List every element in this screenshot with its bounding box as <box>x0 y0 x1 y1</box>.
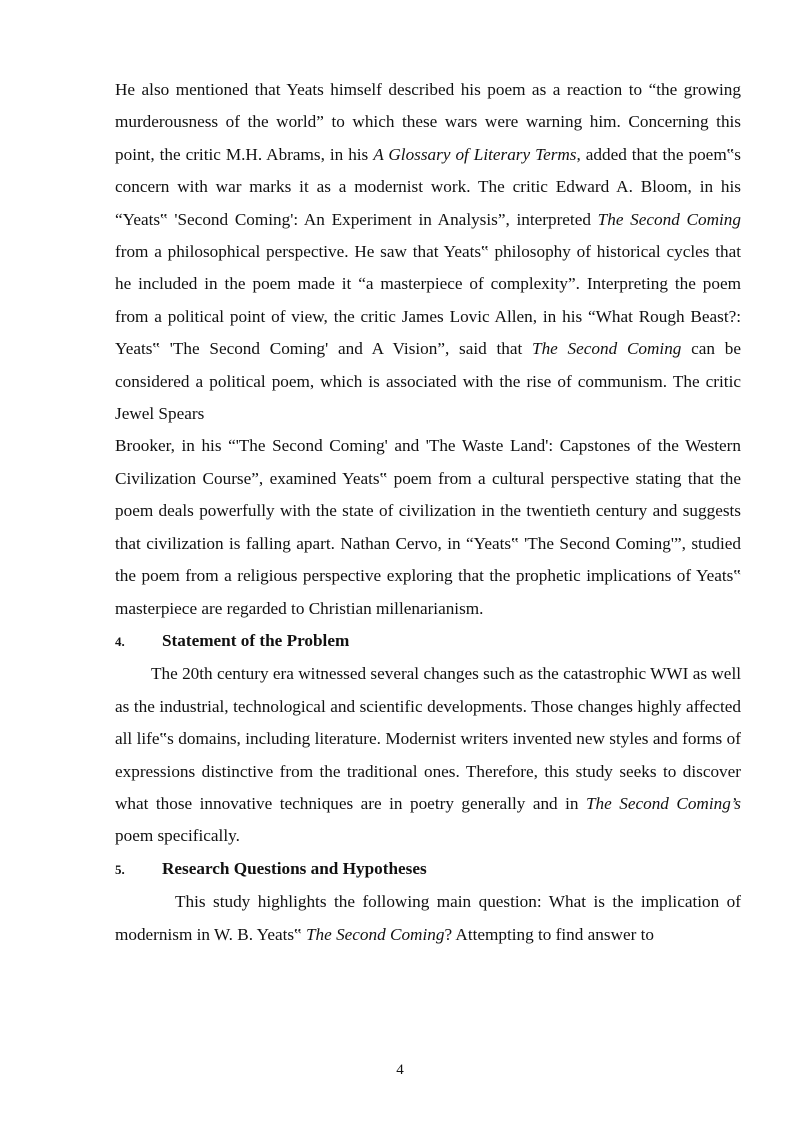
poem-title: The Second Coming’s <box>585 793 741 813</box>
poem-title: The Second Coming <box>597 209 741 229</box>
page-number: 4 <box>396 1062 404 1078</box>
paragraph-critics-review-continued <box>115 430 741 624</box>
section-heading-research-questions <box>115 853 741 886</box>
paragraph-research-questions <box>115 886 741 951</box>
section-title: Research Questions and Hypotheses <box>162 858 427 878</box>
poem-title: The Second Coming <box>532 339 682 359</box>
paragraph-text: poem specifically. <box>115 826 240 846</box>
section-number: 5. <box>115 861 125 877</box>
paragraph-text: The 20th century era witnessed several changes such as the catastrophic WWI as well as the industrial, technological and scientific developments. Those changes highly affected all life‟s domains, including literature. Modernist writers invented new styles and forms of expressions distinctive from the traditional ones. Therefore, this study seeks to discover what those innovative techniques are in poetry generally and in <box>115 664 741 813</box>
body-text <box>115 74 741 951</box>
paragraph-text: can be considered a political poem, which is associated with the rise of communism. The critic Jewel Spears <box>115 339 741 424</box>
paragraph-text: from a philosophical perspective. He saw that Yeats‟ philosophy of historical cycles that he included in the poem made it “a masterpiece of complexity”. Interpreting the poem from a political point of view, the critic James Lovic Allen, in his “What Rough Beast?: Yeats‟ 'The Second Coming' and A Vision”, said that <box>115 242 741 359</box>
paragraph-critics-review <box>115 74 741 430</box>
paragraph-text: ? Attempting to find answer to <box>444 924 654 944</box>
section-title: Statement of the Problem <box>162 630 350 650</box>
paragraph-text: , added that the poem‟s concern with war marks it as a modernist work. The critic Edward A. Bloom, in his “Yeats‟ 'Second Coming': An Experiment in Analysis”, interpreted <box>115 144 741 229</box>
paragraph-text: This study highlights the following main question: What is the implication of modernism in W. B. Yeats‟ <box>115 892 741 944</box>
section-number: 4. <box>115 633 125 649</box>
poem-title: The Second Coming <box>305 924 445 944</box>
paragraph-statement-of-problem <box>115 658 741 852</box>
paragraph-text: Brooker, in his “'The Second Coming' and 'The Waste Land': Capstones of the Western Civilization Course”, examined Yeats‟ poem from a cultural perspective stating that the poem deals powerfully with the state of civilization in the twentieth century and suggests that civilization is falling apart. Nathan Cervo, in “Yeats‟ 'The Second Coming'”, studied the poem from a religious perspective exploring that the prophetic implications of Yeats‟ masterpiece are regarded to Christian millenarianism. <box>115 436 741 618</box>
paragraph-text: He also mentioned that Yeats himself described his poem as a reaction to “the growing murderousness of the world” to which these wars were warning him. Concerning this point, the critic M.H. Abrams, in his <box>115 80 741 164</box>
book-title: A Glossary of Literary Terms <box>373 144 577 164</box>
section-heading-statement-of-problem <box>115 625 741 658</box>
